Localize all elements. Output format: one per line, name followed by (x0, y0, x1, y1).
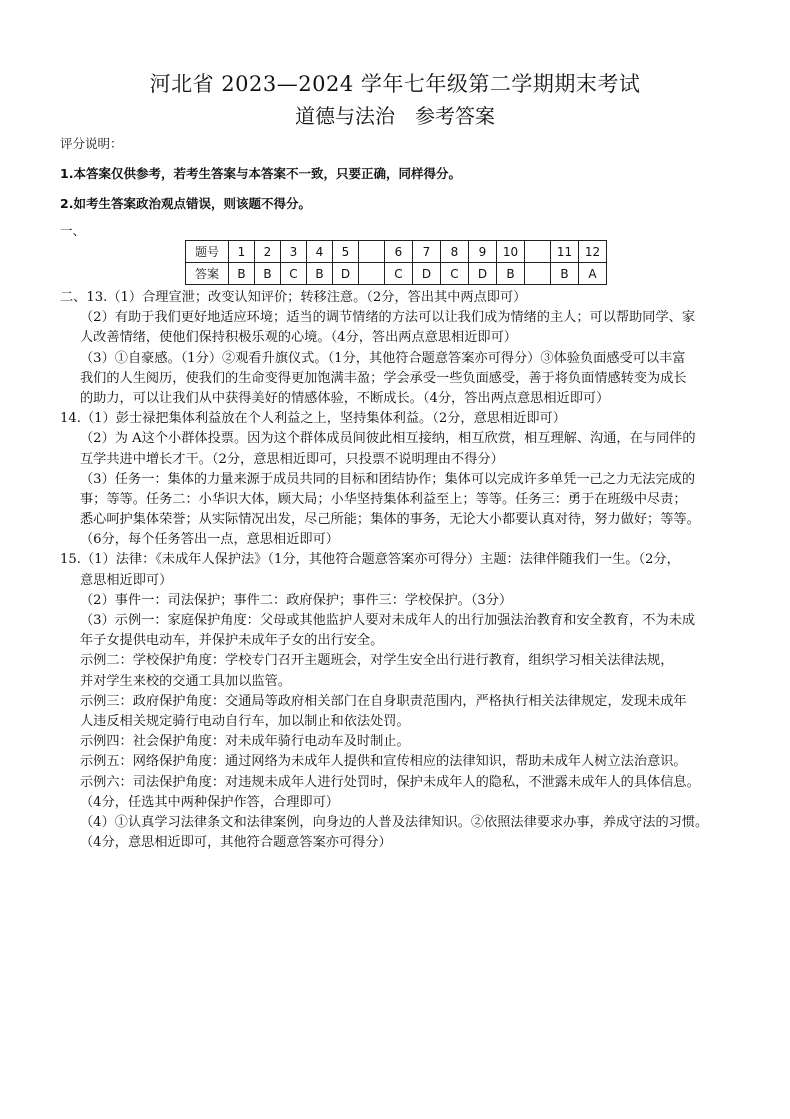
question-number: 4 (307, 241, 333, 263)
answer-line: 并对学生来校的交通工具加以监管。 (80, 673, 291, 689)
answer-line: （2）事件一：司法保护；事件二：政府保护；事件三：学校保护。（3分） (80, 592, 513, 608)
question-number: 6 (385, 241, 413, 263)
answer-line-q14-1: 14.（1）彭士禄把集体利益放在个人利益之上，坚持集体利益。（2分，意思相近即可） (60, 411, 566, 427)
page-title: 河北省 2023—2024 学年七年级第二学期期末考试 (149, 72, 641, 96)
question-number: 11 (551, 241, 579, 263)
answer-line: （3）示例一：家庭保护角度：父母或其他监护人要对未成年人的出行加强法治教育和安全教育，不为未成 (80, 613, 696, 628)
answer-line: 示例三：政府保护角度：交通局等政府相关部门在自身职责范围内，严格执行相关法律规定，发现未成年 (80, 693, 687, 709)
question-number: 9 (469, 241, 497, 263)
answer-cell: B (229, 263, 255, 285)
answer-line: （3）①自豪感。（1分）②观看升旗仪式。（1分，其他符合题意答案亦可得分）③体验负面感受可以丰富 (80, 350, 686, 366)
answer-line: 事；等等。任务二：小华识大体，顾大局；小华坚持集体利益至上；等等。任务三：勇于在班级中尽责； (80, 491, 687, 507)
answer-cell: D (413, 263, 441, 285)
answer-line: 人违反相关规定骑行电动自行车，加以制止和依法处罚。 (80, 713, 410, 729)
answer-cell: B (307, 263, 333, 285)
answer-line: 人改善情绪，使他们保持积极乐观的心境。（4分，答出两点意思相近即可） (80, 330, 517, 346)
scoring-note-2: 2.如考生答案政治观点错误，则该题不得分。 (60, 196, 311, 211)
question-number: 5 (333, 241, 359, 263)
scoring-notes-heading: 评分说明： (60, 136, 123, 151)
table-spacer (525, 241, 551, 263)
table-spacer (525, 263, 551, 285)
answer-line: （3）任务一：集体的力量来源于成员共同的目标和团结协作；集体可以完成许多单凭一己之力无法完成的 (80, 471, 696, 487)
answer-body (60, 288, 780, 853)
question-number: 10 (497, 241, 525, 263)
answer-line: 示例五：网络保护角度：通过网络为未成年人提供和宣传相应的法律知识，帮助未成年人树立法治意识。 (80, 754, 687, 770)
answer-line-q13-1: 二、13.（1）合理宣泄；改变认知评价；转移注意。（2分，答出其中两点即可） (60, 290, 527, 305)
question-number: 1 (229, 241, 255, 263)
question-number: 3 (281, 241, 307, 263)
answer-line: 我们的人生阅历，使我们的生命变得更加饱满丰盈；学会承受一些负面感受，善于将负面情感转变为成长 (80, 370, 687, 386)
answer-cell: C (441, 263, 469, 285)
row-label-answer: 答案 (186, 263, 229, 285)
row-label-question: 题号 (186, 241, 229, 263)
answer-line: 示例六：司法保护角度：对违规未成年人进行处罚时，保护未成年人的隐私，不泄露未成年人的具体信息。 (80, 774, 700, 790)
question-number: 2 (255, 241, 281, 263)
answer-cell: A (579, 263, 607, 285)
answer-line: （4）①认真学习法律条文和法律案例，向身边的人普及法律知识。②依照法律要求办事，养成守法的习惯。 (80, 814, 709, 830)
answer-cell: D (469, 263, 497, 285)
answer-line: （4分，任选其中两种保护作答，合理即可） (80, 794, 339, 810)
page-subtitle: 道德与法治 参考答案 (295, 104, 495, 128)
question-number: 12 (579, 241, 607, 263)
answer-line: 示例四：社会保护角度：对未成年骑行电动车及时制止。 (80, 734, 410, 750)
answer-line: （2）为 A这个小群体投票。因为这个群体成员间彼此相互接纳，相互欣赏，相互理解、沟通，在与同伴的 (80, 431, 696, 447)
question-number: 8 (441, 241, 469, 263)
answer-line: 悉心呵护集体荣誉；从实际情况出发，尽己所能；集体的事务，无论大小都要认真对待，努力做好；等等。 (80, 512, 700, 528)
answer-cell: C (281, 263, 307, 285)
scoring-note-1: 1.本答案仅供参考，若考生答案与本答案不一致，只要正确，同样得分。 (60, 166, 461, 181)
answer-line: （6分，每个任务答出一点，意思相近即可） (80, 532, 339, 548)
answer-cell: D (333, 263, 359, 285)
section-one-label: 一、 (60, 223, 86, 238)
answer-row (186, 263, 607, 285)
answer-line: 示例二：学校保护角度：学校专门召开主题班会，对学生安全出行进行教育，组织学习相关法律法规， (80, 653, 674, 669)
question-number: 7 (413, 241, 441, 263)
answer-cell: B (497, 263, 525, 285)
answer-table (185, 240, 607, 285)
answer-line: （4分，意思相近即可，其他符合题意答案亦可得分） (80, 835, 392, 851)
answer-line: （2）有助于我们更好地适应环境；适当的调节情绪的方法可以让我们成为情绪的主人；可以帮助同学、家 (80, 310, 696, 326)
answer-line: 的助力，可以让我们从中获得美好的情感体验，不断成长。（4分，答出两点意思相近即可） (80, 390, 610, 406)
answer-line: 意思相近即可） (80, 572, 173, 588)
table-spacer (359, 263, 385, 285)
answer-line: 年子女提供电动车，并保护未成年子女的出行安全。 (80, 633, 384, 649)
answer-line-q15-1: 15.（1）法律：《未成年人保护法》（1分，其他符合题意答案亦可得分）主题：法律伴随我们一生。（2分， (60, 552, 680, 568)
answer-cell: B (551, 263, 579, 285)
question-number-row (186, 241, 607, 263)
table-spacer (359, 241, 385, 263)
answer-cell: C (385, 263, 413, 285)
answer-line: 互学共进中增长才干。（2分，意思相近即可，只投票不说明理由不得分） (80, 451, 504, 467)
answer-cell: B (255, 263, 281, 285)
